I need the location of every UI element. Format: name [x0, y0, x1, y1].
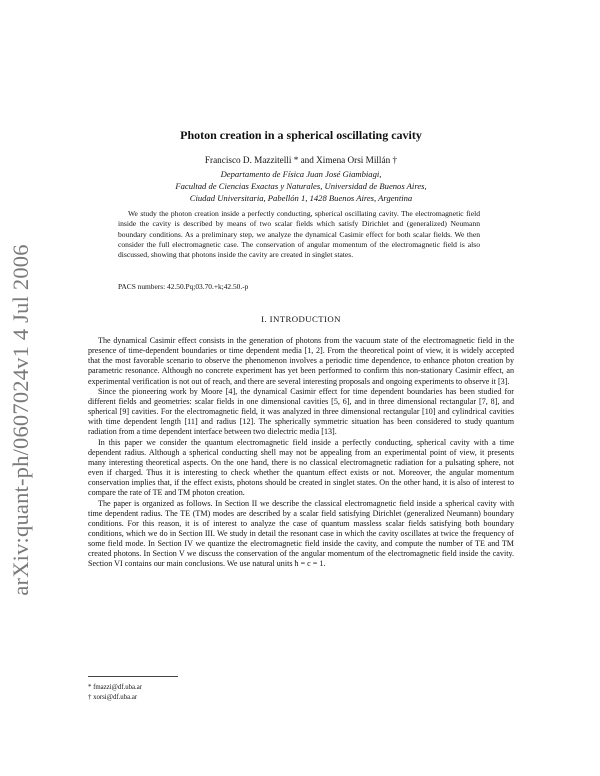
footnote-email-2: † xorsi@df.uba.ar — [88, 694, 138, 701]
footnote-rule — [88, 676, 178, 677]
paragraph: Since the pioneering work by Moore [4], the dynamical Casimir effect for time dependent boundaries has been studied for different fields and geometries: scalar fields in one dimensional cavities [5, 6], and in three dimensional rectangular [7, 8], and spherical [9] cavities. For the electromagnetic field, it was analyzed in three dimensional rectangular [10] and cylindrical cavities with time dependent length [11] and radius [12]. The spherically symmetric situation has been considered to study quantum radiation from a time dependent interface between two dielectric media [13]. — [88, 386, 514, 437]
affiliation-line: Facultad de Ciencias Exactas y Naturales, Universidad de Buenos Aires, — [175, 181, 427, 191]
section-heading: I. INTRODUCTION — [261, 314, 341, 324]
paper-authors: Francisco D. Mazzitelli * and Ximena Orsi Millán † — [204, 155, 398, 165]
paragraph: The dynamical Casimir effect consists in the generation of photons from the vacuum state of the electromagnetic field in the presence of time-dependent boundaries or time dependent media [1, 2]. From the theoretical point of view, it is widely accepted that the most favorable scenario to observe the phenomenon involves a periodic time dependence, to enhance photon creation by parametric resonance. Although no concrete experiment has yet been performed to confirm this non-stationary Casimir effect, an experimental verification is not out of reach, and there are several interesting proposals and ongoing experiments to observe it [3]. — [88, 336, 514, 386]
footnote-email-1: * fmazzi@df.uba.ar — [88, 684, 143, 691]
affiliation-line: Departamento de Física Juan José Giambiagi, — [220, 169, 382, 179]
arxiv-sidebar-stamp — [4, 215, 38, 625]
affiliation-line: Ciudad Universitaria, Pabellón 1, 1428 Buenos Aires, Argentina — [189, 193, 413, 203]
paragraph: The paper is organized as follows. In Section II we describe the classical electromagnetic field inside a spherical cavity with time dependent radius. The TE (TM) modes are described by a scalar field satisfying Dirichlet (generalized Neumann) boundary conditions. For this reason, it is of interest to analyze the case of quantum massless scalar fields satisfying both boundary conditions, which we do in Section III. We study in detail the resonant case in which the cavity oscillates at twice the frequency of some field mode. In Section IV we quantize the electromagnetic field inside the cavity, and compute the number of TE and TM created photons. In Section V we discuss the conservation of the angular momentum of the electromagnetic field inside the cavity. Section VI contains our main conclusions. We use natural units ħ = c = 1. — [88, 498, 514, 569]
abstract: We study the photon creation inside a perfectly conducting, spherical oscillating cavity. The electromagnetic field inside the cavity is described by means of two scalar fields which satisfy Dirichlet and (generalized) Neumann boundary conditions. As a preliminary step, we analyze the dynamical Casimir effect for both scalar fields. We then consider the full electromagnetic case. The conservation of angular momentum of the electromagnetic field is also discussed, showing that photons inside the cavity are created in singlet states. — [118, 209, 480, 260]
introduction-body — [88, 336, 514, 570]
paper-title: Photon creation in a spherical oscillating cavity — [180, 128, 422, 142]
paragraph: In this paper we consider the quantum electromagnetic field inside a perfectly conducting, spherical cavity with a time dependent radius. Although a spherical conducting shell may not be appealing from an experimental point of view, it presents many interesting theoretical aspects. On the one hand, there is no classical electromagnetic radiation for a pulsating sphere, not even if charged. Thus it is interesting to check whether the quantum effect exists or not. Moreover, the angular momentum conservation implies that, if the effect exists, photons should be created in singlet states. On the other hand, it is also of interest to compare the rate of TE and TM photon creation. — [88, 437, 514, 498]
pacs-numbers: PACS numbers: 42.50.Pq;03.70.+k;42.50.-p — [118, 282, 249, 291]
arxiv-identifier: arXiv:quant-ph/0607024v1 4 Jul 2006 — [8, 244, 33, 596]
